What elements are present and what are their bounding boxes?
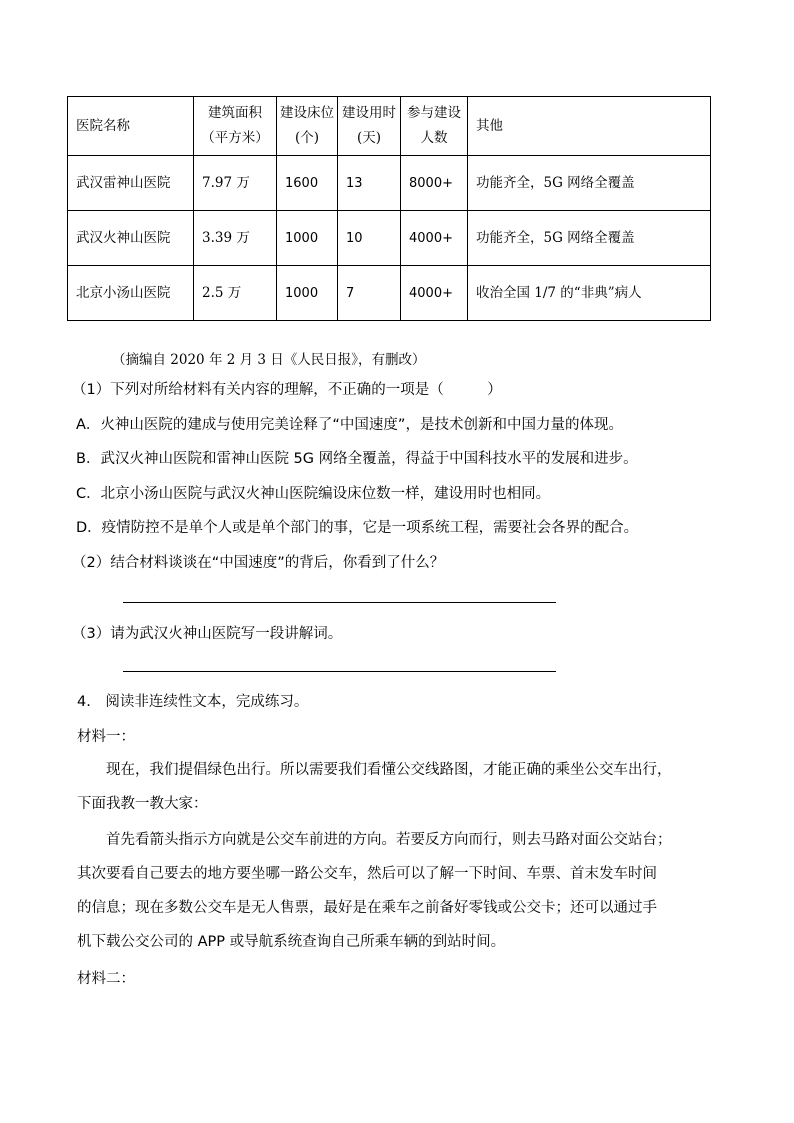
cell-beds: 1000: [277, 211, 338, 266]
table-row: [68, 156, 711, 211]
material-1-paragraph-2: [77, 823, 719, 959]
question-3: （3）请为武汉火神山医院写一段讲解词。: [72, 626, 343, 642]
paragraph-line: 的信息；现在多数公交车是无人售票，最好是在乘车之前备好零钱或公交卡；还可以通过手: [77, 900, 657, 916]
cell-hospital-name: 北京小汤山医院: [68, 266, 194, 321]
cell-workers: 4000+: [401, 266, 468, 321]
table-header-row: [68, 97, 711, 156]
cell-days: 7: [338, 266, 401, 321]
paragraph-line: 机下载公交公司的 APP 或导航系统查询自己所乘车辆的到站时间。: [77, 934, 506, 950]
material-2-label: 材料二：: [77, 971, 135, 987]
header-beds: 建设床位(个): [277, 97, 338, 156]
table-row: [68, 211, 711, 266]
option-a: A．火神山医院的建成与使用完美诠释了“中国速度”，是技术创新和中国力量的体现。: [76, 417, 623, 433]
cell-hospital-name: 武汉火神山医院: [68, 211, 194, 266]
question-4-title: 4. 阅读非连续性文本，完成练习。: [77, 694, 309, 710]
hospital-table: [67, 96, 711, 321]
paragraph-line: 现在，我们提倡绿色出行。所以需要我们看懂公交线路图，才能正确的乘坐公交车出行，: [106, 762, 672, 778]
cell-days: 10: [338, 211, 401, 266]
answer-line-q3[interactable]: [123, 671, 556, 672]
header-days: 建设用时(天): [338, 97, 401, 156]
question-2: （2）结合材料谈谈在“中国速度”的背后，你看到了什么？: [72, 555, 445, 571]
option-d: D．疫情防控不是单个人或是单个部门的事，它是一项系统工程，需要社会各界的配合。: [76, 520, 639, 536]
table-row: [68, 266, 711, 321]
answer-line-q2[interactable]: [123, 602, 556, 603]
option-c: C．北京小汤山医院与武汉火神山医院编设床位数一样，建设用时也相同。: [76, 486, 551, 502]
cell-beds: 1000: [277, 266, 338, 321]
cell-other: 收治全国 1/7 的“非典”病人: [468, 266, 711, 321]
cell-beds: 1600: [277, 156, 338, 211]
paragraph-line: 其次要看自己要去的地方要坐哪一路公交车，然后可以了解一下时间、车票、首末发车时间: [77, 866, 657, 882]
option-b: B．武汉火神山医院和雷神山医院 5G 网络全覆盖，得益于中国科技水平的发展和进步。: [76, 451, 638, 467]
header-other: 其他: [468, 97, 711, 156]
cell-area: 3.39 万: [194, 211, 277, 266]
cell-workers: 8000+: [401, 156, 468, 211]
header-area: 建筑面积（平方米）: [194, 97, 277, 156]
material-1-label: 材料一：: [77, 729, 135, 745]
header-workers: 参与建设人数: [401, 97, 468, 156]
paragraph-line: 首先看箭头指示方向就是公交车前进的方向。若要反方向而行，则去马路对面公交站台；: [106, 832, 672, 848]
question-1-stem: （1）下列对所给材料有关内容的理解，不正确的一项是（ ）: [72, 382, 502, 398]
material-1-paragraph-1: [77, 753, 719, 821]
cell-days: 13: [338, 156, 401, 211]
cell-other: 功能齐全，5G 网络全覆盖: [468, 156, 711, 211]
cell-area: 2.5 万: [194, 266, 277, 321]
cell-other: 功能齐全，5G 网络全覆盖: [468, 211, 711, 266]
source-citation: （摘编自 2020 年 2 月 3 日《人民日报》，有删改）: [112, 352, 426, 368]
header-hospital-name: 医院名称: [68, 97, 194, 156]
paragraph-line: 下面我教一教大家：: [77, 796, 208, 812]
cell-area: 7.97 万: [194, 156, 277, 211]
cell-workers: 4000+: [401, 211, 468, 266]
cell-hospital-name: 武汉雷神山医院: [68, 156, 194, 211]
